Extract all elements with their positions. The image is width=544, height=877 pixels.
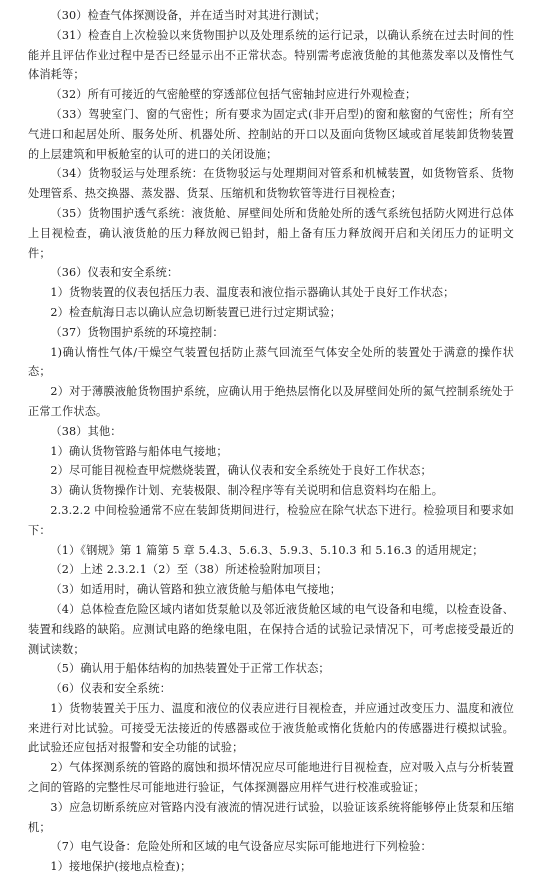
- paragraph: （37）货物围护系统的环境控制：: [50, 325, 224, 339]
- paragraph: 2.3.2.2 中间检验通常不应在装卸货期间进行，检验应在除气状态下进行。检验项目和要求如下：: [28, 503, 514, 537]
- paragraph: （33）驾驶室门、窗的气密性；所有要求为固定式(非开启型)的窗和舷窗的气密性；所有空气进口和起居处所、服务处所、机器处所、控制站的开口以及面向货物区域或首尾装卸货物装置的上层建筑和甲板舱室的认可的进口的关闭设施；: [28, 107, 514, 161]
- paragraph: （4）总体检查危险区域内诸如货泵舱以及邻近液货舱区域的电气设备和电缆，以检查设备、装置和线路的缺陷。应测试电路的绝缘电阻，在保持合适的试验记录情况下，可考虑接受最近的测试读数；: [28, 602, 514, 656]
- paragraph: 1）货物装置关于压力、温度和液位的仪表应进行目视检查，并应通过改变压力、温度和液位来进行对比试验。可接受无法接近的传感器或位于液货舱或惰化货舱内的传感器进行模拟试验。此试验还应包括对报警和安全功能的试验；: [28, 701, 514, 755]
- paragraph: 3）确认货物操作计划、充装极限、制冷程序等有关说明和信息资料均在船上。: [50, 484, 444, 498]
- paragraph: （5）确认用于船体结构的加热装置处于正常工作状态；: [50, 662, 330, 676]
- paragraph: （1）《钢规》第 1 篇第 5 章 5.4.3、5.6.3、5.9.3、5.10.3 和 5.16.3 的适用规定；: [50, 543, 484, 557]
- paragraph: 2）气体探测系统的管路的腐蚀和损坏情况应尽可能地进行目视检查，应对吸入点与分析装置之间的管路的完整性尽可能地进行验证，气体探测器应用样气进行校准或验证；: [28, 761, 514, 795]
- paragraph: 2）检查航海日志以确认应急切断装置已进行过定期试验；: [50, 305, 342, 319]
- paragraph: 2）对于薄膜液舱货物围护系统，应确认用于绝热层惰化以及屏壁间处所的氮气控制系统处于正常工作状态。: [28, 385, 514, 418]
- paragraph: （30）检查气体探测设备，并在适当时对其进行测试；: [50, 9, 326, 22]
- paragraph: 3）应急切断系统应对管路内没有液流的情况进行试验，以验证该系统将能够停止货泵和压缩机；: [28, 800, 514, 834]
- paragraph: （38）其他：: [50, 424, 122, 438]
- paragraph: 1)确认惰性气体/干燥空气装置包括防止蒸气回流至气体安全处所的装置处于满意的操作状态；: [28, 345, 514, 379]
- paragraph: 1）接地保护(接地点检查)；: [50, 860, 192, 874]
- paragraph: （36）仪表和安全系统：: [50, 266, 179, 280]
- paragraph: （31）检查自上次检验以来货物围护以及处理系统的运行记录，以确认系统在过去时间的性能并且评估作业过程中是否已经显示出不正常状态。特别需考虑液货舱的其他蒸发率以及惰性气体消耗等；: [28, 28, 514, 82]
- paragraph: （32）所有可接近的气密舱壁的穿透部位包括气密轴封应进行外观检查；: [50, 88, 417, 102]
- paragraph: （2）上述 2.3.2.1（2）至（38）所述检验附加项目；: [50, 563, 328, 577]
- paragraph: 1）确认货物管路与船体电气接地；: [50, 444, 228, 458]
- paragraph: 2）尽可能目视检查甲烷燃烧装置，确认仪表和安全系统处于良好工作状态；: [50, 464, 432, 478]
- paragraph: （3）如适用时，确认管路和独立液货舱与船体电气接地；: [50, 583, 342, 597]
- paragraph: 1）货物装置的仪表包括压力表、温度表和液位指示器确认其处于良好工作状态；: [50, 286, 455, 300]
- paragraph: （34）货物驳运与处理系统：在货物驳运与处理期间对管系和机械装置，如货物管系、货物处理管系、热交换器、蒸发器、货泵、压缩机和货物软管等进行目视检查；: [28, 167, 514, 201]
- paragraph: （35）货物围护透气系统：液货舱、屏壁间处所和货舱处所的透气系统包括防火网进行总体上目视检查，确认液货舱的压力释放阀已铅封，船上备有压力释放阀开启和关闭压力的证明文件；: [28, 206, 514, 260]
- paragraph: （7）电气设备：危险处所和区域的电气设备应尽实际可能地进行下列检验：: [50, 840, 432, 854]
- paragraph: （6）仪表和安全系统：: [50, 682, 172, 696]
